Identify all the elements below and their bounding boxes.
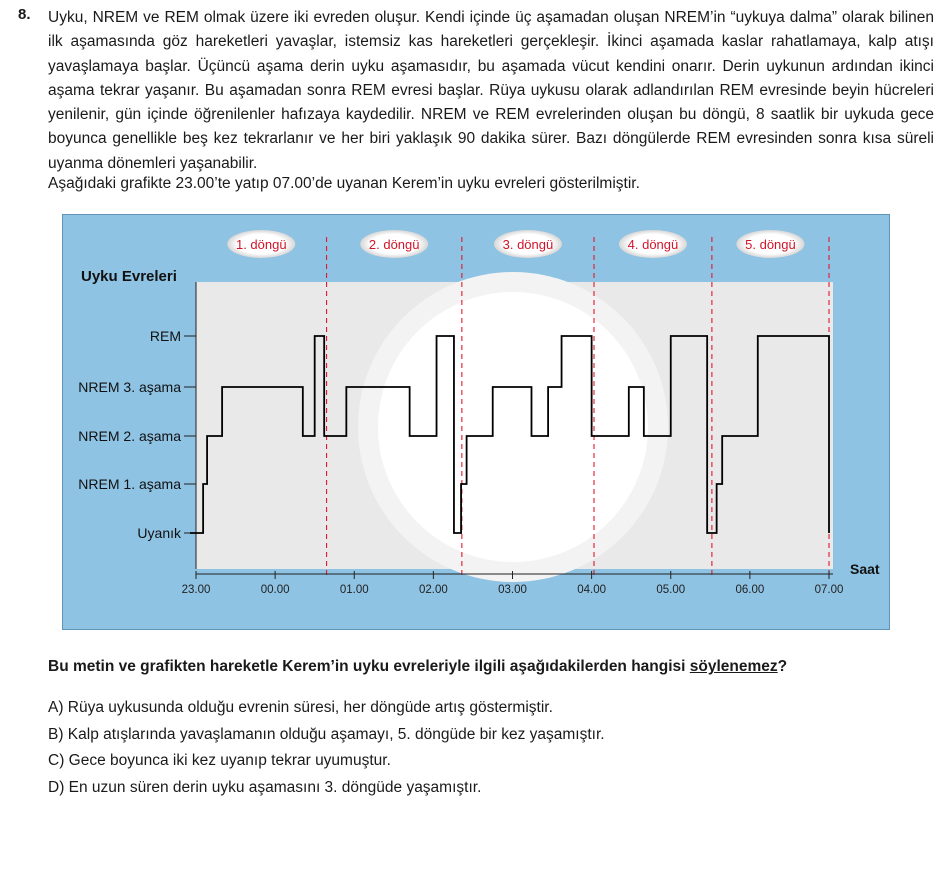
- option-b[interactable]: B) Kalp atışlarında yavaşlamanın olduğu aşamayı, 5. döngüde bir kez yaşamıştır.: [48, 725, 605, 743]
- option-c[interactable]: C) Gece boyunca iki kez uyanıp tekrar uyumuştur.: [48, 752, 391, 769]
- x-tick-label: 07.00: [814, 584, 844, 596]
- question-prompt: [48, 658, 787, 676]
- y-tick-label: REM: [149, 328, 181, 344]
- x-tick-label: 00.00: [260, 584, 290, 596]
- y-axis-title: Uyku Evreleri: [81, 268, 177, 285]
- x-tick-label: 01.00: [339, 584, 369, 596]
- option-d[interactable]: D) En uzun süren derin uyku aşamasını 3. döngüde yaşamıştır.: [48, 778, 482, 796]
- y-tick-label: NREM 3. aşama: [78, 379, 181, 395]
- question-prompt-emphasis: söylenemez: [689, 658, 778, 675]
- y-tick-label: Uyanık: [137, 525, 181, 541]
- x-axis-title: Saat: [850, 561, 880, 577]
- question-prompt-end: ?: [777, 658, 788, 675]
- chart-intro: Aşağıdaki grafikte 23.00’te yatıp 07.00’de uyanan Kerem’in uyku evreleri gösterilmiştir.: [48, 175, 640, 192]
- question-number: 8.: [18, 6, 31, 23]
- question-paragraph: Uyku, NREM ve REM olmak üzere iki evreden oluşur. Kendi içinde üç aşamadan oluşan NREM’in “uykuya dalma” olarak bilinen ilk aşamasında göz hareketleri yavaşlar, istemsiz kas hareketleri gerçekleşir. İkinci aşamada kaslar rahatlamaya, kalp atışı yavaşlamaya başlar. Üçüncü aşama derin uyku aşamasıdır, bu aşamada vücut kendini onarır. Derin uykunun ardından ikinci aşama tekrar yaşanır. Bu aşamadan sonra REM evresi başlar. Rüya uykusu olarak adlandırılan REM evresinde beyin hücreleri yenilenir, gün içinde öğrenilenler hafızaya kaydedilir. NREM ve REM evrelerinden oluşan bu döngü, 8 saatlik bir uykuda gece boyunca genellikle beş kez tekrarlanır ve her biri yaklaşık 90 dakika sürer. Bazı döngülerde REM evresinden sonra kısa süreli uyanma dönemleri yaşanabilir.: [48, 9, 934, 172]
- plot-background-circle: [378, 292, 648, 562]
- cycle-label: 2. döngü: [368, 237, 420, 252]
- x-tick-label: 04.00: [577, 584, 607, 596]
- x-tick-label: 03.00: [498, 584, 527, 596]
- answer-options: [48, 698, 605, 804]
- cycle-label: 1. döngü: [235, 237, 287, 252]
- cycle-label: 5. döngü: [745, 237, 796, 252]
- x-tick-label: 06.00: [735, 584, 765, 596]
- x-tick-label: 23.00: [181, 584, 211, 596]
- sleep-stage-chart: [62, 214, 890, 630]
- cycle-label: 3. döngü: [502, 237, 554, 252]
- cycle-label: 4. döngü: [627, 237, 679, 252]
- y-tick-label: NREM 2. aşama: [78, 428, 181, 444]
- x-tick-label: 02.00: [418, 584, 448, 596]
- y-tick-label: NREM 1. aşama: [78, 476, 181, 492]
- x-tick-label: 05.00: [656, 584, 686, 596]
- option-a[interactable]: A) Rüya uykusunda olduğu evrenin süresi, her döngüde artış göstermiştir.: [48, 699, 553, 716]
- question-prompt-text: Bu metin ve grafikten hareketle Kerem’in uyku evreleriyle ilgili aşağıdakilerden hangisi: [48, 658, 690, 675]
